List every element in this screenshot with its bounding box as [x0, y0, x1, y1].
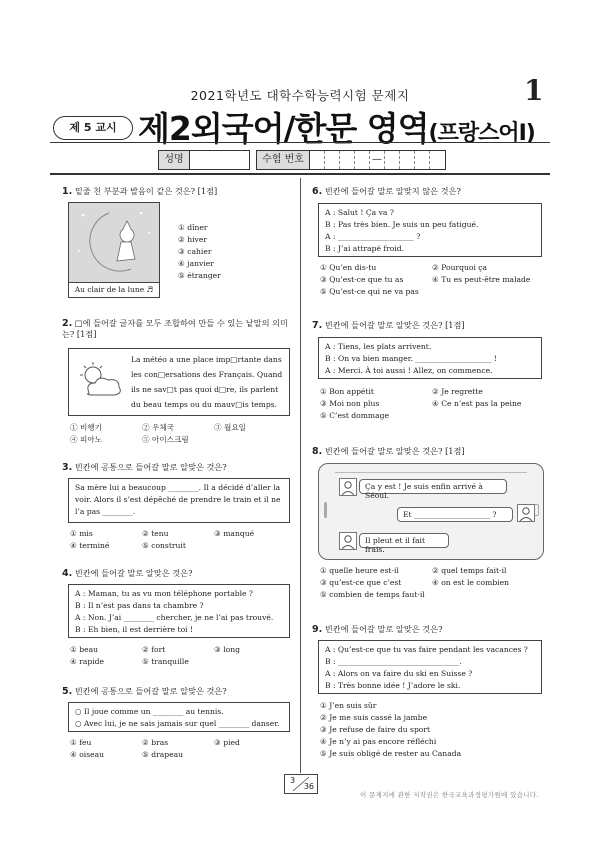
exam-number-digit[interactable] — [310, 151, 324, 169]
phone-status-bar — [335, 468, 527, 473]
passage-line: A : ____________________ ? — [325, 232, 421, 241]
music-note-icon: ♬ — [146, 285, 154, 294]
passage-line: voir. Alors il s’est dépêché de prendre le train et il ne — [75, 495, 281, 504]
column-divider — [300, 178, 301, 773]
question-3-passage-box — [68, 478, 290, 523]
passage-line: B : Il n’est pas dans ta chambre ? — [75, 601, 204, 610]
phone-speaker — [324, 502, 327, 518]
exam-number-digit[interactable] — [324, 151, 339, 169]
footer-page-indicator — [284, 774, 318, 794]
exam-number-digit[interactable] — [399, 151, 414, 169]
chat-bubble: Ça y est ! Je suis enfin arrivé à Séoul. — [359, 479, 507, 494]
name-label: 성명 — [159, 151, 190, 169]
option[interactable]: ⑤ C’est dommage — [320, 411, 390, 420]
question-number: 5. — [62, 686, 73, 697]
question-5-passage-box — [68, 702, 290, 732]
question-7-stem — [312, 320, 542, 331]
question-6-passage-box — [318, 203, 542, 257]
question-text: 빈칸에 공통으로 들어갈 말로 알맞은 것은? — [74, 686, 227, 696]
passage-line: A : Qu’est-ce que tu vas faire pendant les vacances ? — [325, 645, 528, 654]
question-8-stem — [312, 446, 542, 457]
exam-number-digit[interactable] — [414, 151, 429, 169]
option[interactable]: ⑤ 아이스크림 — [142, 435, 189, 444]
sender-avatar — [339, 532, 357, 550]
option[interactable]: ④ Ce n’est pas la peine — [432, 399, 522, 408]
subject-sub: (프랑스어Ⅰ) — [428, 121, 535, 146]
passage-line: ils ne sav□t pas quoi d□re, ils parlent — [131, 385, 279, 394]
footer-total: 36 — [303, 782, 314, 791]
question-number: 1. — [62, 186, 73, 197]
option[interactable]: ③ cahier — [178, 247, 212, 256]
moon-illustration — [68, 202, 160, 298]
sender-avatar — [339, 478, 357, 496]
header-bottom-rule — [50, 173, 550, 175]
question-text: 빈칸에 들어갈 말로 알맞지 않은 것은? — [324, 186, 461, 196]
question-4-passage-box — [68, 584, 290, 638]
option[interactable]: ⑤ étranger — [178, 271, 221, 280]
option[interactable]: ③ manqué — [214, 529, 255, 538]
question-2-options — [70, 422, 292, 446]
option[interactable]: ④ Je n’y ai pas encore réfléchi — [320, 737, 437, 746]
question-number: 3. — [62, 462, 73, 473]
passage-line: A : Maman, tu as vu mon téléphone portable ? — [75, 589, 253, 598]
header-rule — [50, 142, 550, 143]
question-number: 6. — [312, 186, 323, 197]
question-7-passage-box — [318, 337, 542, 379]
passage-line: B : Pas très bien. Je suis un peu fatigué. — [325, 220, 479, 229]
option[interactable]: ② tenu — [142, 529, 169, 538]
exam-number-dash: — — [369, 151, 384, 169]
question-text: 빈칸에 들어갈 말로 알맞은 것은? [1점] — [324, 320, 465, 330]
question-4-options — [70, 644, 292, 668]
passage-line: A : Tiens, les plats arrivent. — [325, 342, 432, 351]
passage-line: ○ Il joue comme un ________ au tennis. — [75, 707, 224, 716]
exam-number-digit[interactable] — [339, 151, 354, 169]
question-4-stem — [62, 568, 292, 579]
question-number: 2. — [62, 318, 73, 329]
option[interactable]: ③ long — [214, 645, 240, 654]
subject-main: 제2외국어/한문 영역 — [138, 109, 429, 148]
question-text: 빈칸에 들어갈 말로 알맞은 것은? — [324, 624, 443, 634]
question-5-options — [70, 737, 292, 761]
question-2-passage-box — [68, 348, 290, 416]
option[interactable]: ① Bon appétit — [320, 387, 374, 396]
moon-pierrot-icon — [69, 203, 159, 283]
chat-bubble: Il pleut et il fait frais. — [359, 533, 449, 548]
option[interactable]: ④ oiseau — [70, 750, 105, 759]
exam-title: 2021학년도 대학수학능력시험 문제지 — [190, 88, 410, 103]
smartphone-frame — [318, 463, 544, 560]
option[interactable]: ② fort — [142, 645, 166, 654]
option[interactable]: ① J’en suis sûr — [320, 701, 377, 710]
passage-line: B : ________________________________. — [325, 657, 462, 666]
exam-number-box — [256, 150, 446, 170]
name-box — [158, 150, 250, 170]
option[interactable]: ③ qu’est-ce que c’est — [320, 578, 402, 587]
option[interactable]: ⑤ construit — [142, 541, 186, 550]
question-3-options — [70, 528, 292, 552]
sun-cloud-icon — [75, 361, 125, 401]
question-1-options — [178, 222, 221, 282]
passage-line: les con□ersations des Français. Quand — [131, 370, 283, 379]
passage-line: B : On va bien manger. ____________________ ! — [325, 354, 497, 363]
option[interactable]: ⑤ Je suis obligé de rester au Canada — [320, 749, 462, 758]
option[interactable]: ③ Moi non plus — [320, 399, 380, 408]
option[interactable]: ② bras — [142, 738, 169, 747]
question-9-passage-box — [318, 640, 542, 694]
option[interactable]: ④ terminé — [70, 541, 110, 550]
option[interactable]: ⑤ tranquille — [142, 657, 189, 666]
passage-line: A : Non. J’ai ________ chercher, je ne l’ai pas trouvé. — [75, 613, 274, 622]
question-9-stem — [312, 624, 542, 635]
option[interactable]: ① dîner — [178, 223, 208, 232]
question-1-stem — [62, 186, 292, 197]
person-icon — [340, 533, 356, 549]
exam-number-label: 수험 번호 — [257, 151, 310, 169]
question-5-stem — [62, 686, 292, 697]
option[interactable]: ③ pied — [214, 738, 240, 747]
question-6-options — [320, 262, 544, 298]
passage-line: A : Alors on va faire du ski en Suisse ? — [325, 669, 473, 678]
question-number: 8. — [312, 446, 323, 457]
passage-line: l’a pas ________. — [75, 507, 136, 516]
question-text: 빈칸에 공통으로 들어갈 말로 알맞은 것은? — [74, 462, 227, 472]
question-2-stem — [62, 318, 292, 340]
option[interactable]: ③ Je refuse de faire du sport — [320, 725, 431, 734]
receiver-avatar — [517, 504, 535, 522]
question-6-stem — [312, 186, 542, 197]
option[interactable]: ② quel temps fait-il — [432, 566, 507, 575]
option[interactable]: ② 우체국 — [142, 423, 175, 432]
question-9-options — [320, 700, 544, 760]
option[interactable]: ① quelle heure est-il — [320, 566, 399, 575]
option[interactable]: ① beau — [70, 645, 98, 654]
question-number: 9. — [312, 624, 323, 635]
person-icon — [340, 479, 356, 495]
question-text: □에 들어갈 글자를 모두 조합하여 만들 수 있는 낱말의 의미는? [1점] — [62, 318, 288, 339]
page-number: 1 — [524, 74, 544, 107]
passage-line: B : Eh bien, il est derrière toi ! — [75, 625, 194, 634]
question-8-options — [320, 565, 544, 601]
option[interactable]: ① feu — [70, 738, 92, 747]
option[interactable]: ② Pourquoi ça — [432, 263, 488, 272]
option[interactable]: ② Je regrette — [432, 387, 483, 396]
copyright-note: 이 문제지에 관한 저작권은 한국교육과정평가원에 있습니다. — [360, 791, 539, 799]
question-text: 밑줄 친 부분과 발음이 같은 것은? [1점] — [74, 186, 218, 196]
option[interactable]: ⑤ drapeau — [142, 750, 184, 759]
option[interactable]: ① mis — [70, 529, 93, 538]
passage-line: Sa mère lui a beaucoup ________. Il a décidé d’aller la — [75, 483, 281, 492]
illustration-caption — [69, 282, 159, 297]
passage-line: ○ Avec lui, je ne sais jamais sur quel ________ danser. — [75, 719, 280, 728]
option[interactable]: ② hiver — [178, 235, 207, 244]
passage-line: A : Salut ! Ça va ? — [325, 208, 394, 217]
period-badge: 제 5 교시 — [53, 116, 133, 140]
option[interactable]: ② Je me suis cassé la jambe — [320, 713, 428, 722]
option[interactable]: ③ 월요일 — [214, 423, 247, 432]
option[interactable]: ④ rapide — [70, 657, 105, 666]
option[interactable]: ① Qu’en dis-tu — [320, 263, 377, 272]
question-7-options — [320, 386, 544, 422]
person-icon — [518, 505, 534, 521]
passage-line: du beau temps ou du mauv□is temps. — [131, 400, 278, 409]
question-number: 7. — [312, 320, 323, 331]
question-text: 빈칸에 들어갈 말로 알맞은 것은? — [74, 568, 193, 578]
passage-line: B : J’ai attrapé froid. — [325, 244, 405, 253]
passage-line: La météo a une place imp□rtante dans — [131, 355, 282, 364]
option[interactable]: ⑤ combien de temps faut-il — [320, 590, 425, 599]
option[interactable]: ⑤ Qu’est-ce qui ne va pas — [320, 287, 419, 296]
exam-number-digit[interactable] — [384, 151, 399, 169]
exam-number-digit[interactable] — [354, 151, 369, 169]
option[interactable]: ① 비행기 — [70, 423, 103, 432]
option[interactable]: ④ on est le combien — [432, 578, 509, 587]
footer-page: 3 — [290, 776, 296, 785]
caption-text: Au clair de la lune — [74, 285, 145, 294]
option[interactable]: ④ janvier — [178, 259, 214, 268]
name-field[interactable] — [190, 151, 249, 169]
option[interactable]: ③ Qu’est-ce que tu as — [320, 275, 404, 284]
exam-number-digit[interactable] — [429, 151, 445, 169]
question-number: 4. — [62, 568, 73, 579]
passage-line: B : Très bonne idée ! J’adore le ski. — [325, 681, 461, 690]
option[interactable]: ④ 피아노 — [70, 435, 103, 444]
question-text: 빈칸에 들어갈 말로 알맞은 것은? [1점] — [324, 446, 465, 456]
chat-bubble: Et ____________________ ? — [397, 507, 513, 522]
passage-line: A : Merci. À toi aussi ! Allez, on commence. — [325, 366, 493, 375]
question-3-stem — [62, 462, 292, 473]
option[interactable]: ④ Tu es peut-être malade — [432, 275, 531, 284]
